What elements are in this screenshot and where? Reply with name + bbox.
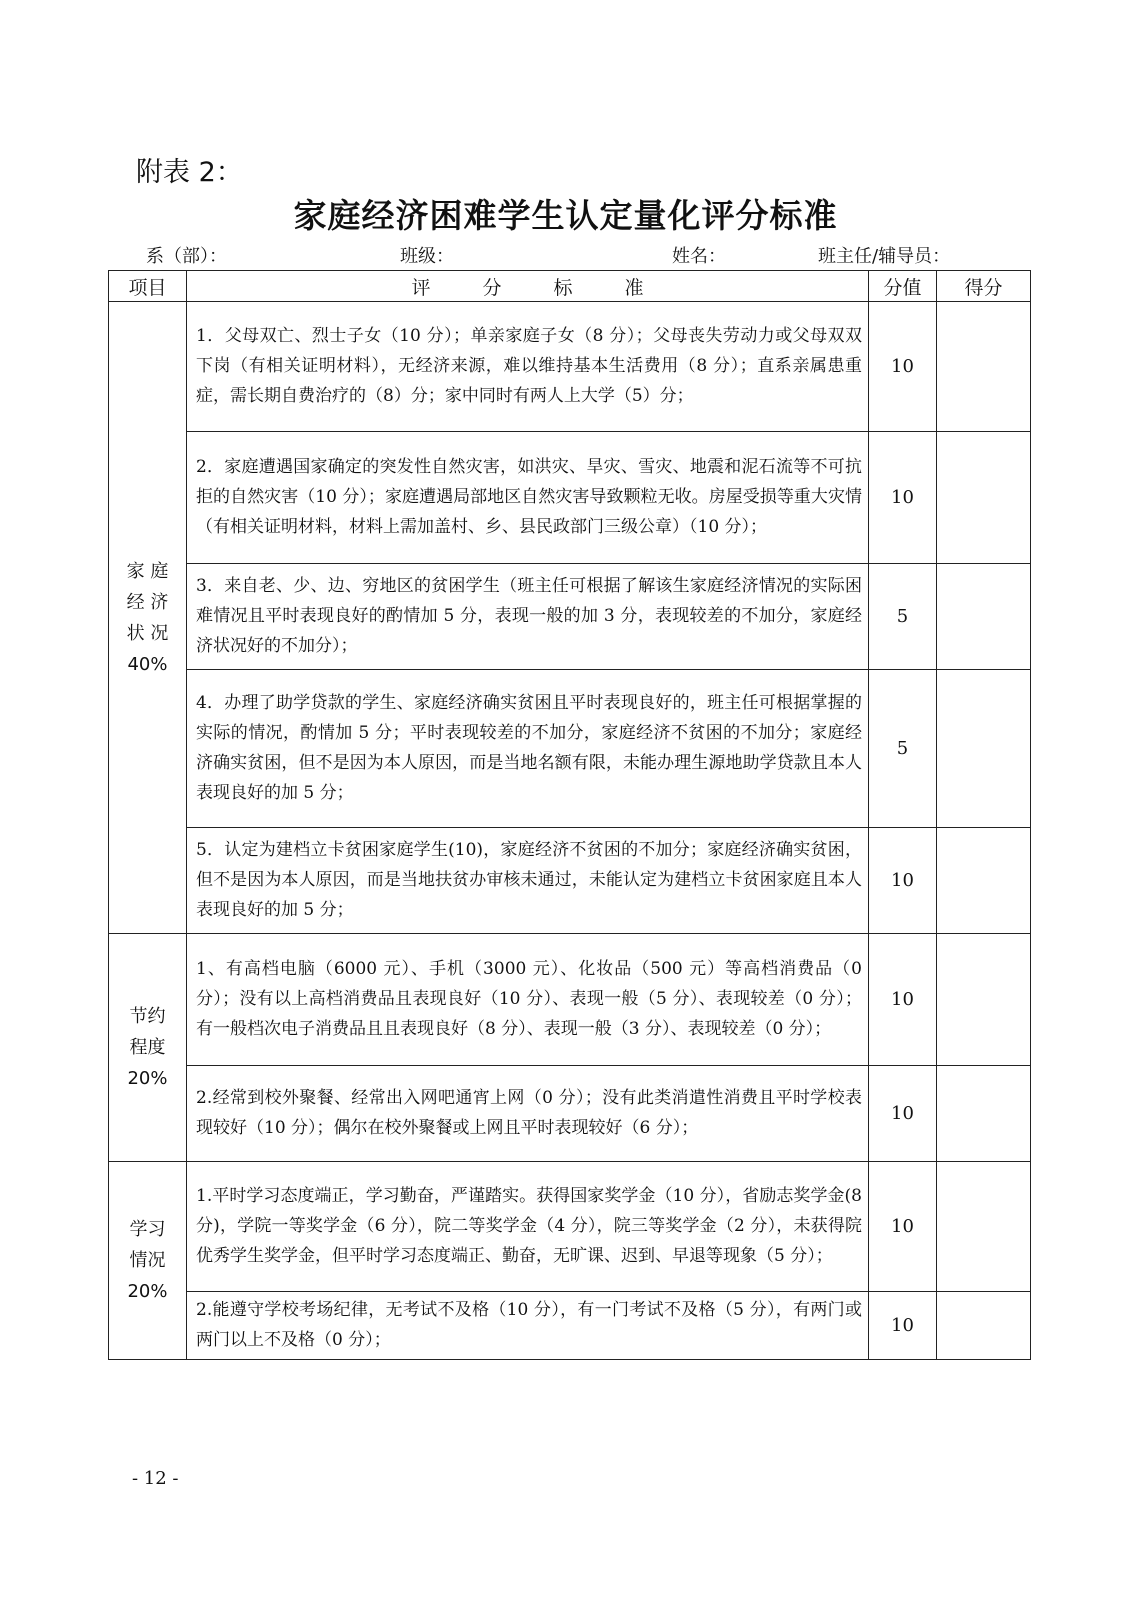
category-label-line: 状 况 (126, 622, 169, 644)
category-label-line: 情况 (129, 1250, 166, 1271)
table-row (109, 1292, 1031, 1360)
appendix-label: 附表 2： (136, 157, 243, 188)
score-value: 5 (869, 670, 937, 828)
category-label-line: 20% (127, 1068, 168, 1089)
category-label-line: 40% (127, 653, 168, 675)
category-label-line: 20% (127, 1281, 168, 1302)
score-value: 5 (869, 564, 937, 670)
table-row (109, 670, 1031, 828)
header-item: 项目 (109, 271, 187, 302)
score-blank[interactable] (937, 432, 1031, 564)
table-row (109, 1066, 1031, 1162)
category-label-line: 程度 (129, 1037, 166, 1058)
category-label-line: 节约 (129, 1006, 166, 1027)
category-family-economy (109, 302, 187, 934)
table-row (109, 934, 1031, 1066)
teacher-field-label: 班主任/辅导员： (818, 246, 951, 267)
criterion-text: 1．父母双亡、烈士子女（10 分）；单亲家庭子女（8 分）；父母丧失劳动力或父母双双下岗（有相关证明材料），无经济来源，难以维持基本生活费用（8 分）；直系亲属患重症，需长期自费治疗的（8）分；家中同时有两人上大学（5）分； (187, 302, 869, 432)
class-field-label: 班级： (400, 246, 454, 267)
score-blank[interactable] (937, 1162, 1031, 1292)
score-value: 10 (869, 1066, 937, 1162)
score-value: 10 (869, 1292, 937, 1360)
scoring-table (108, 270, 1031, 1360)
table-row (109, 564, 1031, 670)
score-blank[interactable] (937, 670, 1031, 828)
table-row (109, 302, 1031, 432)
criterion-text: 3．来自老、少、边、穷地区的贫困学生（班主任可根据了解该生家庭经济情况的实际困难情况且平时表现良好的酌情加 5 分，表现一般的加 3 分，表现较差的不加分，家庭经济状况好的不加分）； (187, 564, 869, 670)
criterion-text: 2．家庭遭遇国家确定的突发性自然灾害，如洪灾、旱灾、雪灾、地震和泥石流等不可抗拒的自然灾害（10 分）；家庭遭遇局部地区自然灾害导致颗粒无收。房屋受损等重大灾情（有相关证明材料，材料上需加盖村、乡、县民政部门三级公章）（10 分）； (187, 432, 869, 564)
table-header-row (109, 271, 1031, 302)
page-number: - 12 - (132, 1468, 179, 1489)
table-row (109, 1162, 1031, 1292)
score-blank[interactable] (937, 1066, 1031, 1162)
criterion-text: 4．办理了助学贷款的学生、家庭经济确实贫困且平时表现良好的，班主任可根据掌握的实际的情况，酌情加 5 分；平时表现较差的不加分，家庭经济不贫困的不加分；家庭经济确实贫困，但不是因为本人原因，而是当地名额有限，未能办理生源地助学贷款且本人表现良好的加 5 分； (187, 670, 869, 828)
header-standard: 评分标准 (187, 271, 869, 302)
department-field-label: 系（部）： (146, 246, 227, 267)
name-field-label: 姓名： (672, 246, 726, 267)
page-title: 家庭经济困难学生认定量化评分标准 (293, 196, 838, 235)
score-blank[interactable] (937, 828, 1031, 934)
criterion-text: 2.能遵守学校考场纪律，无考试不及格（10 分），有一门考试不及格（5 分），有两门或两门以上不及格（0 分）； (187, 1292, 869, 1360)
score-blank[interactable] (937, 1292, 1031, 1360)
category-study (109, 1162, 187, 1360)
header-score: 得分 (937, 271, 1031, 302)
score-value: 10 (869, 432, 937, 564)
score-blank[interactable] (937, 934, 1031, 1066)
header-value: 分值 (869, 271, 937, 302)
category-label-line: 经 济 (126, 591, 169, 613)
criterion-text: 2.经常到校外聚餐、经常出入网吧通宵上网（0 分）；没有此类消遣性消费且平时学校表现较好（10 分）；偶尔在校外聚餐或上网且平时表现较好（6 分）； (187, 1066, 869, 1162)
criterion-text: 5．认定为建档立卡贫困家庭学生(10)，家庭经济不贫困的不加分；家庭经济确实贫困，但不是因为本人原因，而是当地扶贫办审核未通过，未能认定为建档立卡贫困家庭且本人表现良好的加 5 分； (187, 828, 869, 934)
criterion-text: 1.平时学习态度端正，学习勤奋，严谨踏实。获得国家奖学金（10 分），省励志奖学金(8 分)，学院一等奖学金（6 分），院二等奖学金（4 分），院三等奖学金（2 分），未获得院优秀学生奖学金，但平时学习态度端正、勤奋，无旷课、迟到、早退等现象（5 分）； (187, 1162, 869, 1292)
category-label-line: 学习 (129, 1219, 166, 1240)
category-frugality (109, 934, 187, 1162)
criterion-text: 1、有高档电脑（6000 元）、手机（3000 元）、化妆品（500 元）等高档消费品（0 分）；没有以上高档消费品且表现良好（10 分）、表现一般（5 分）、表现较差（0 分）；有一般档次电子消费品且且表现良好（8 分）、表现一般（3 分）、表现较差（0 分）； (187, 934, 869, 1066)
category-label-line: 家 庭 (126, 560, 169, 582)
score-value: 10 (869, 1162, 937, 1292)
score-value: 10 (869, 828, 937, 934)
score-blank[interactable] (937, 302, 1031, 432)
table-row (109, 828, 1031, 934)
table-row (109, 432, 1031, 564)
score-value: 10 (869, 302, 937, 432)
score-blank[interactable] (937, 564, 1031, 670)
score-value: 10 (869, 934, 937, 1066)
